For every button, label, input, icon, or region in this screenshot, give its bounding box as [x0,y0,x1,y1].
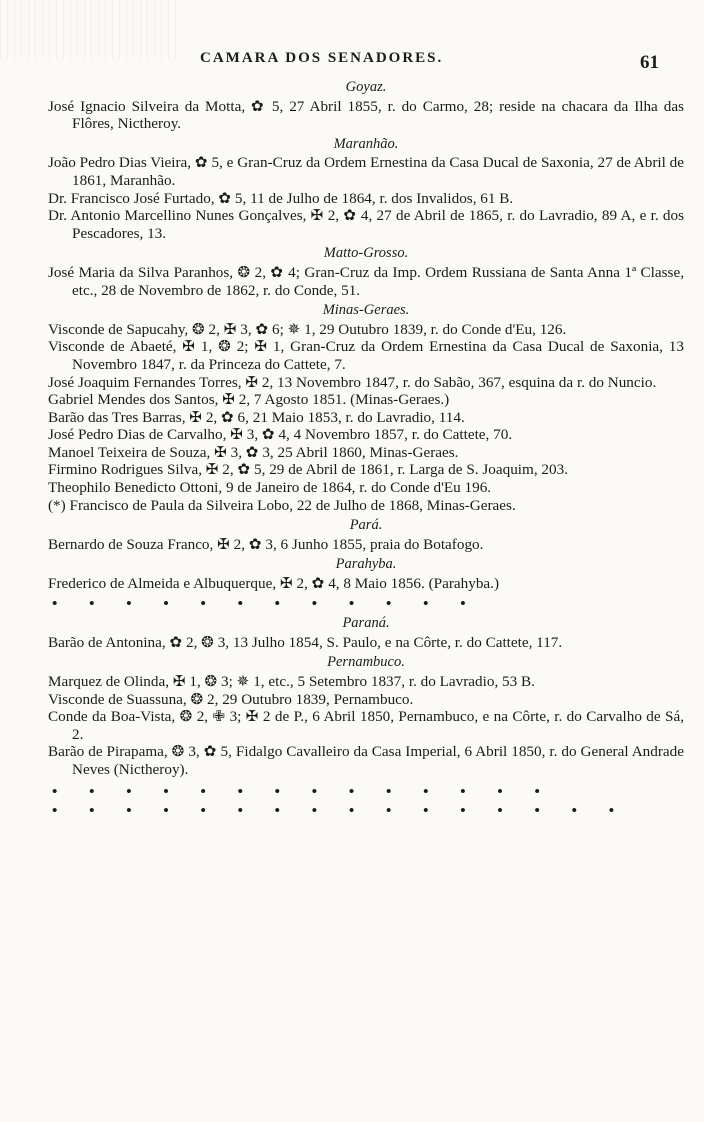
running-title: CAMARA DOS SENADORES. [200,50,444,66]
ellipsis-dots: • • • • • • • • • • • • [52,594,480,612]
page-header [0,50,704,74]
section-title-minas-geraes: Minas-Geraes. [322,302,410,319]
entry: Barão das Tres Barras, ✠ 2, ✿ 6, 21 Maio 1853, r. do Lavradio, 114. [48,408,465,426]
entry: Gabriel Mendes dos Santos, ✠ 2, 7 Agosto 1851. (Minas-Geraes.) [48,391,450,409]
entry: Manoel Teixeira de Souza, ✠ 3, ✿ 3, 25 Abril 1860, Minas-Geraes. [48,443,459,461]
page-body [48,76,684,822]
section-title-para: Pará. [349,517,383,534]
entry: José Ignacio Silveira da Motta, ✿ 5, 27 Abril 1855, r. do Carmo, 28; reside na chacara da Ilha das Flôres, Nictheroy. [48,97,684,133]
entry: João Pedro Dias Vieira, ✿ 5, e Gran-Cruz da Ordem Ernestina da Casa Ducal de Saxonia, 27 de Abril de 1861, Maranhão. [48,154,684,189]
section-title-parana: Paraná. [342,615,390,632]
section-title-parahyba: Parahyba. [335,556,397,573]
section-title-pernambuco: Pernambuco. [327,654,405,671]
entry: Marquez de Olinda, ✠ 1, ❂ 3; ✵ 1, etc., 5 Setembro 1837, r. do Lavradio, 53 B. [48,673,535,690]
entry: Visconde de Suassuna, ❂ 2, 29 Outubro 1839, Pernambuco. [48,690,414,708]
entry: Dr. Francisco José Furtado, ✿ 5, 11 de Julho de 1864, r. dos Invalidos, 61 B. [48,189,514,207]
entry: Dr. Antonio Marcellino Nunes Gonçalves, ✠ 2, ✿ 4, 27 de Abril de 1865, r. do Lavradio, 89 A, e r. dos Pescadores, 13. [48,207,684,242]
entry: (*) Francisco de Paula da Silveira Lobo, 22 de Julho de 1868, Minas-Geraes. [48,496,516,514]
entry: Frederico de Almeida e Albuquerque, ✠ 2, ✿ 4, 8 Maio 1856. (Parahyba.) [48,575,500,593]
entry: Barão de Antonina, ✿ 2, ❂ 3, 13 Julho 1854, S. Paulo, e na Côrte, r. do Cattete, 117. [48,633,563,651]
entry: Conde da Boa-Vista, ❂ 2, ✙ 3; ✠ 2 de P., 6 Abril 1850, Pernambuco, e na Côrte, r. do Carvalho de Sá, 2. [48,708,684,743]
entry: José Maria da Silva Paranhos, ❂ 2, ✿ 4; Gran-Cruz da Imp. Ordem Russiana de Santa Anna 1ª Classe, etc., 28 de Novembro de 1862, r. do Conde, 51. [48,263,684,299]
ellipsis-dots: • • • • • • • • • • • • • • • • [52,802,629,820]
section-title-matto-grosso: Matto-Grosso. [323,245,409,262]
entry: Visconde de Abaeté, ✠ 1, ❂ 2; ✠ 1, Gran-Cruz da Ordem Ernestina da Casa Ducal de Saxonia, 13 Novembro 1847, r. da Princeza do Cattete, 7. [48,338,684,373]
section-title-goyaz: Goyaz. [345,79,387,95]
ellipsis-dots: • • • • • • • • • • • • • • [52,782,554,800]
entry: Firmino Rodrigues Silva, ✠ 2, ✿ 5, 29 de Abril de 1861, r. Larga de S. Joaquim, 203. [48,461,568,479]
entry: José Pedro Dias de Carvalho, ✠ 3, ✿ 4, 4 Novembro 1857, r. do Cattete, 70. [48,426,513,444]
entry: Bernardo de Souza Franco, ✠ 2, ✿ 3, 6 Junho 1855, praia do Botafogo. [48,535,484,553]
page-number: 61 [640,52,659,73]
section-title-maranhao: Maranhão. [333,135,399,152]
entry: Visconde de Sapucahy, ❂ 2, ✠ 3, ✿ 6; ✵ 1, 29 Outubro 1839, r. do Conde d'Eu, 126. [48,320,567,338]
entry: José Joaquim Fernandes Torres, ✠ 2, 13 Novembro 1847, r. do Sabão, 367, esquina da r. do Nuncio. [48,373,657,391]
entry: Barão de Pirapama, ❂ 3, ✿ 5, Fidalgo Cavalleiro da Casa Imperial, 6 Abril 1850, r. do General Andrade Neves (Nictheroy). [48,743,684,778]
entry: Theophilo Benedicto Ottoni, 9 de Janeiro de 1864, r. do Conde d'Eu 196. [48,479,492,497]
